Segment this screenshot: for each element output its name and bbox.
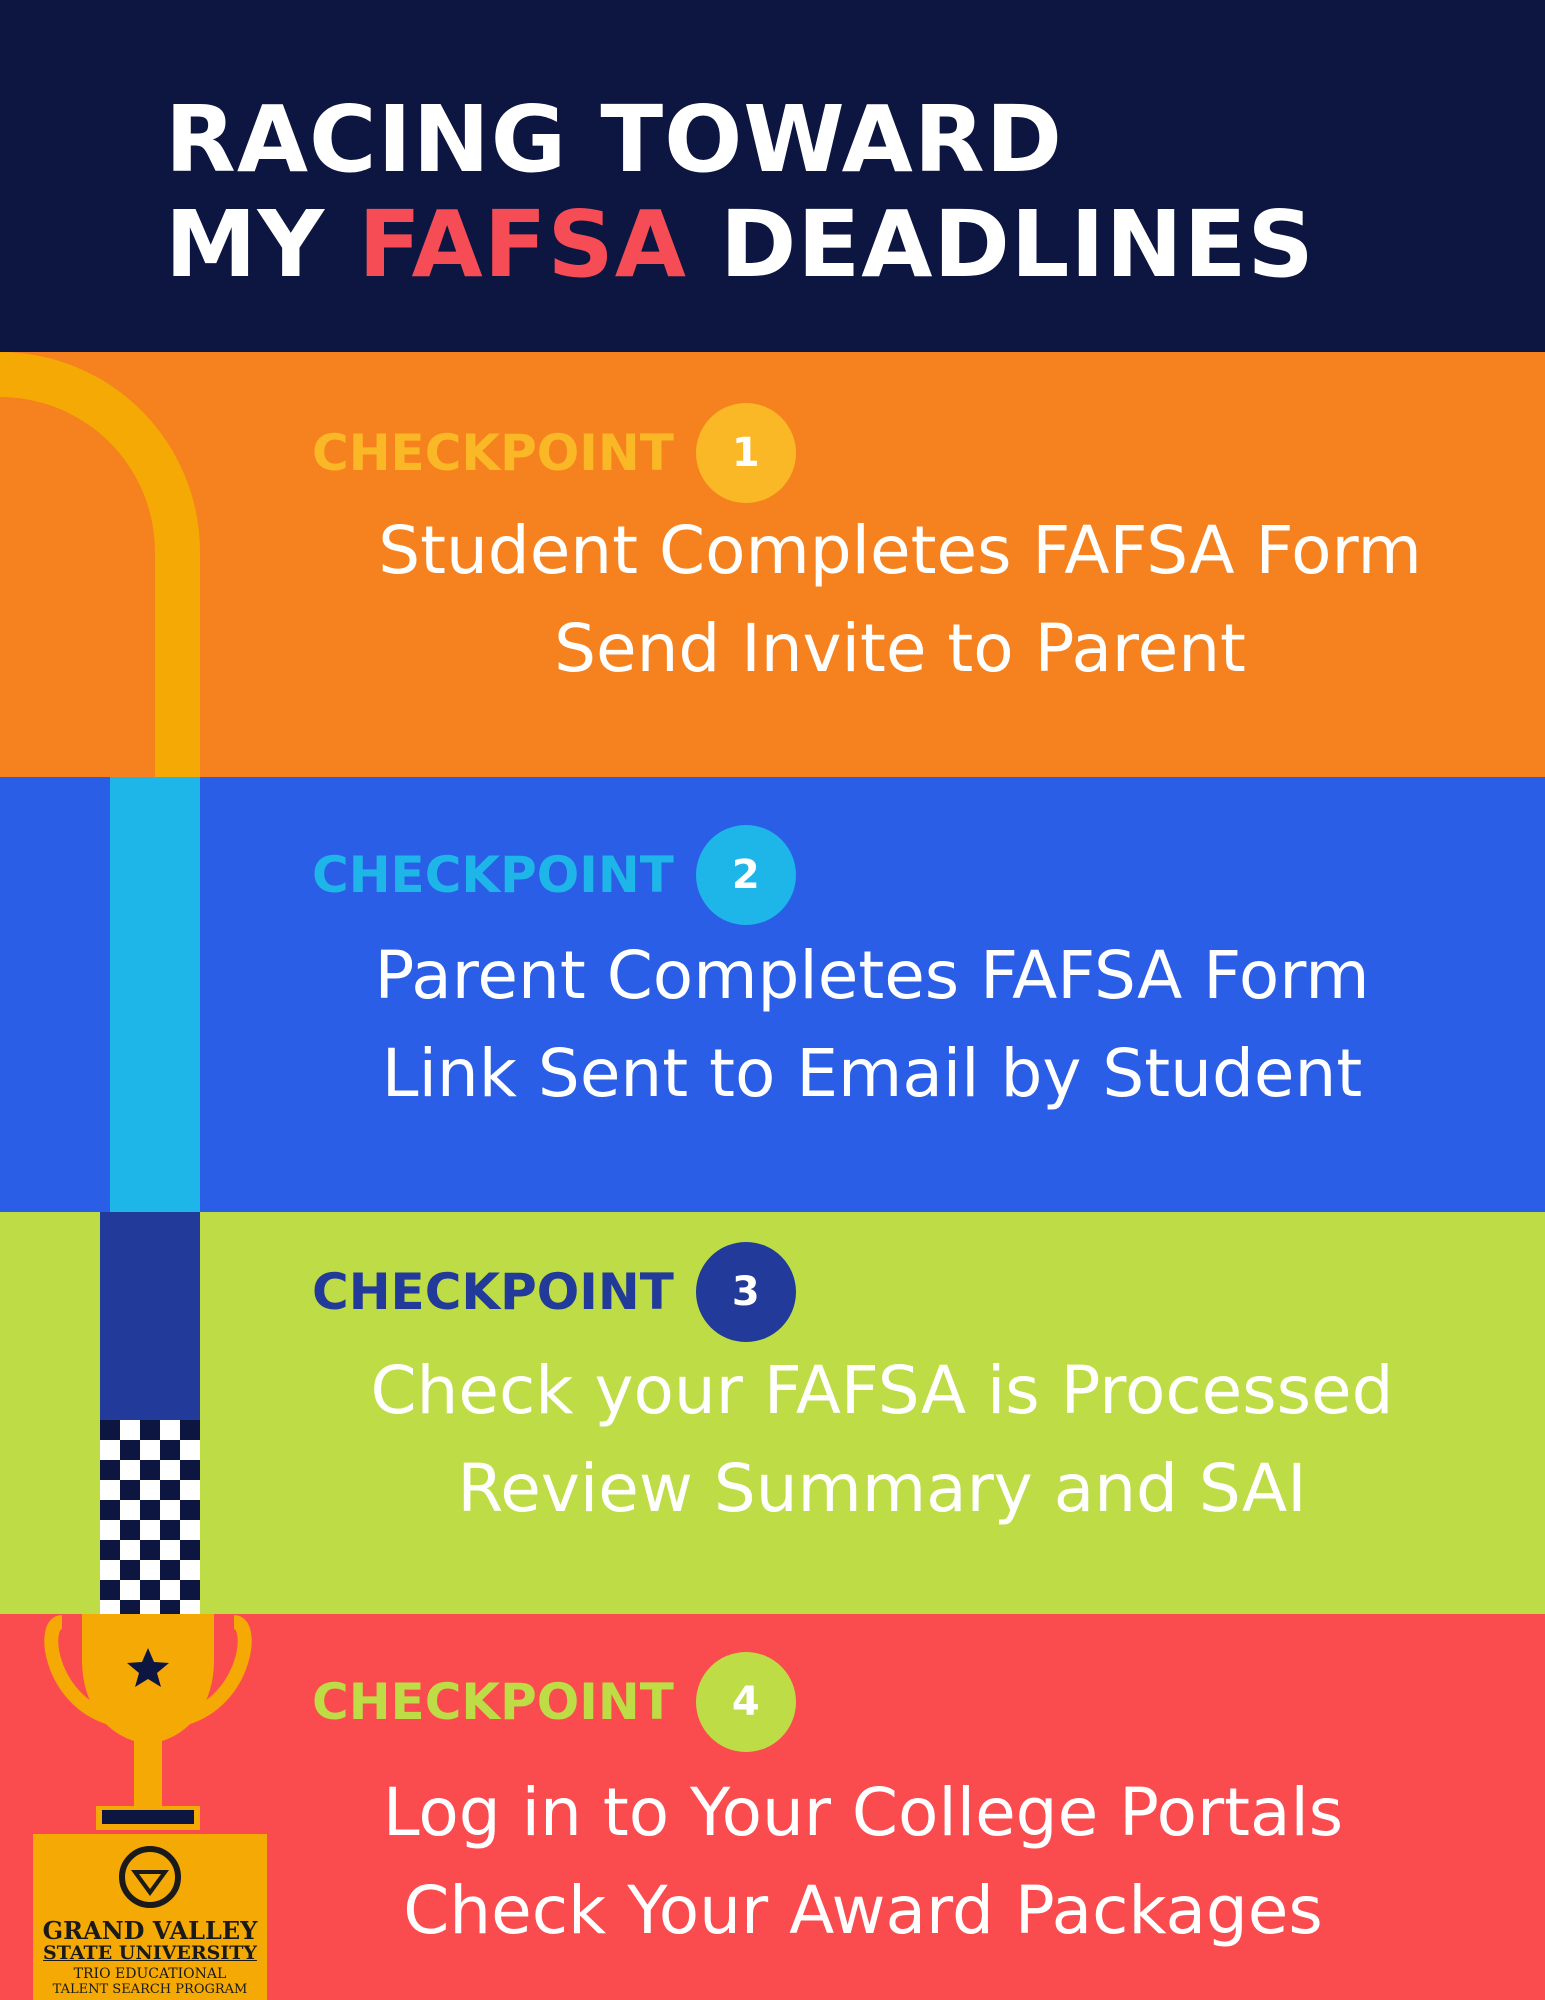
checkpoint-2-badge: 2 (696, 825, 796, 925)
checkpoint-3-heading (312, 1242, 796, 1342)
header (0, 0, 1545, 352)
checkpoint-1-heading (312, 403, 796, 503)
checkpoint-2-heading (312, 825, 796, 925)
checkpoint-3-line-2: Review Summary and SAI (457, 1450, 1307, 1527)
checkpoint-2-band (0, 777, 1545, 1212)
checkpoint-2-line-2: Link Sent to Email by Student (381, 1035, 1363, 1112)
title-line-1: RACING TOWARD (165, 86, 1064, 193)
checkpoint-3-line-1: Check your FAFSA is Processed (370, 1352, 1394, 1429)
title-suffix: DEADLINES (687, 191, 1315, 298)
gvsu-logo (33, 1834, 267, 2000)
title-line-2 (165, 191, 1315, 298)
gvsu-logo-icon (33, 1834, 267, 1914)
title-prefix: MY (165, 191, 359, 298)
checkpoint-4-badge: 4 (696, 1652, 796, 1752)
checkpoint-2-label: CHECKPOINT (312, 846, 674, 904)
logo-line-2: STATE UNIVERSITY (43, 1942, 257, 1964)
logo-line-3: TRIO EDUCATIONAL (73, 1966, 227, 1982)
checkpoint-3-label: CHECKPOINT (312, 1263, 674, 1321)
checkpoint-1-line-1: Student Completes FAFSA Form (378, 512, 1422, 589)
checkpoint-3-band (0, 1212, 1545, 1614)
checkpoint-4-label: CHECKPOINT (312, 1673, 674, 1731)
checkpoint-2-line-1: Parent Completes FAFSA Form (374, 937, 1370, 1014)
checkpoint-1-line-2: Send Invite to Parent (554, 610, 1246, 687)
checkpoint-1-band (0, 352, 1545, 777)
checkpoint-4-heading (312, 1652, 796, 1752)
logo-line-1: GRAND VALLEY (42, 1916, 258, 1945)
checkpoint-1-badge: 1 (696, 403, 796, 503)
checkpoint-4-line-2: Check Your Award Packages (403, 1872, 1323, 1949)
checkpoint-3-badge: 3 (696, 1242, 796, 1342)
checkpoint-4-line-1: Log in to Your College Portals (382, 1774, 1344, 1851)
checkpoint-1-label: CHECKPOINT (312, 424, 674, 482)
title-accent: FAFSA (358, 191, 687, 298)
logo-line-4: TALENT SEARCH PROGRAM (52, 1982, 248, 1997)
